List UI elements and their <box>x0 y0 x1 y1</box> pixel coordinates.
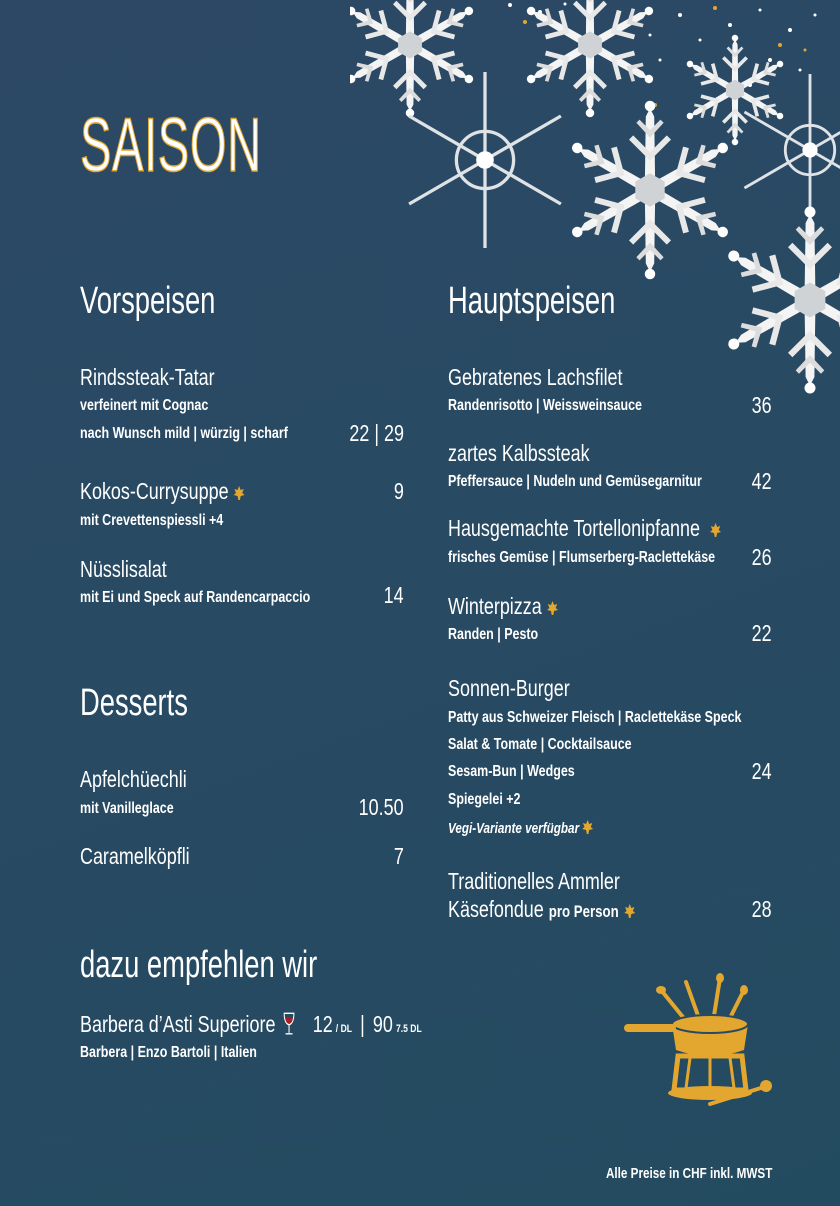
menu-item-price: 26 <box>752 544 772 570</box>
menu-item-name: Hausgemachte Tortellonipfanne <box>448 517 722 540</box>
menu-item-name: Traditionelles Ammler <box>448 868 620 894</box>
section-heading-vorspeisen: Vorspeisen <box>80 280 216 322</box>
menu-item-name: Nüsslisalat <box>80 556 167 582</box>
menu-item-price: 22 <box>752 620 772 646</box>
leaf-icon <box>546 600 558 616</box>
menu-item-description: Randenrisotto | Weissweinsauce <box>448 397 642 414</box>
wine-price-bottle: 90 <box>372 1011 393 1037</box>
menu-item-price: 24 <box>752 758 772 784</box>
menu-item-price: 28 <box>752 896 772 922</box>
leaf-icon <box>581 819 593 835</box>
menu-item-description: mit Ei und Speck auf Randencarpaccio <box>80 589 311 606</box>
menu-item-name: Käsefondue pro Person <box>448 898 636 921</box>
menu-item-description: verfeinert mit Cognac <box>80 397 209 414</box>
menu-item-price: 14 <box>384 582 404 608</box>
wine-unit-bottle: 7.5 DL <box>395 1023 422 1035</box>
page-title: SAISON <box>80 103 262 188</box>
menu-item-name: Caramelköpfli <box>80 843 190 869</box>
wine-name: Barbera d’Asti Superiore <box>80 1011 276 1037</box>
separator: | <box>360 1011 365 1037</box>
wine-glass-icon <box>283 1012 295 1036</box>
menu-item-name: zartes Kalbssteak <box>448 440 590 466</box>
menu-item-name: Sonnen-Burger <box>448 675 570 701</box>
menu-item-price: 42 <box>752 468 772 494</box>
leaf-icon <box>623 903 635 919</box>
menu-item-description: frisches Gemüse | Flumserberg-Raclettekäse <box>448 549 716 566</box>
menu-item-price: 36 <box>752 392 772 418</box>
leaf-icon <box>709 522 721 538</box>
price-footnote: Alle Preise in CHF inkl. MWST <box>605 1165 772 1182</box>
menu-item-name: Gebratenes Lachsfilet <box>448 364 623 390</box>
menu-item-description: Sesam-Bun | Wedges <box>448 763 575 780</box>
menu-item-description: Spiegelei +2 <box>448 791 521 808</box>
menu-item-name: Winterpizza <box>448 595 559 618</box>
menu-item-description: Pfeffersauce | Nudeln und Gemüsegarnitur <box>448 473 702 490</box>
menu-item-description: Salat & Tomate | Cocktailsauce <box>448 736 632 753</box>
vegi-note: Vegi-Variante verfügbar <box>448 819 594 836</box>
section-heading-empfehlung: dazu empfehlen wir <box>80 944 318 986</box>
fondue-illustration <box>616 972 776 1122</box>
menu-item-description: Randen | Pesto <box>448 626 539 643</box>
menu-item-name: Kokos-Currysuppe <box>80 480 246 503</box>
wine-unit-glass: / DL <box>335 1023 353 1035</box>
section-heading-hauptspeisen: Hauptspeisen <box>448 280 616 322</box>
section-heading-desserts: Desserts <box>80 682 188 724</box>
menu-item-price: 22 | 29 <box>349 420 404 446</box>
menu-item-price: 10.50 <box>359 794 404 820</box>
leaf-icon <box>233 485 245 501</box>
wine-price-glass: 12 <box>312 1011 333 1037</box>
menu-item-description: mit Crevettenspiessli +4 <box>80 512 224 529</box>
menu-item-suffix: pro Person <box>548 902 619 921</box>
menu-item-price: 9 <box>394 478 404 504</box>
snowflake-decoration <box>350 0 840 405</box>
menu-item-description: nach Wunsch mild | würzig | scharf <box>80 425 288 442</box>
menu-item-name: Rindssteak-Tatar <box>80 364 215 390</box>
wine-recommendation <box>80 1012 422 1036</box>
menu-item-name: Apfelchüechli <box>80 766 187 792</box>
wine-description: Barbera | Enzo Bartoli | Italien <box>80 1044 257 1061</box>
menu-item-description: Patty aus Schweizer Fleisch | Raclettekäse Speck <box>448 709 742 726</box>
menu-item-description: mit Vanilleglace <box>80 800 174 817</box>
menu-item-price: 7 <box>394 843 404 869</box>
